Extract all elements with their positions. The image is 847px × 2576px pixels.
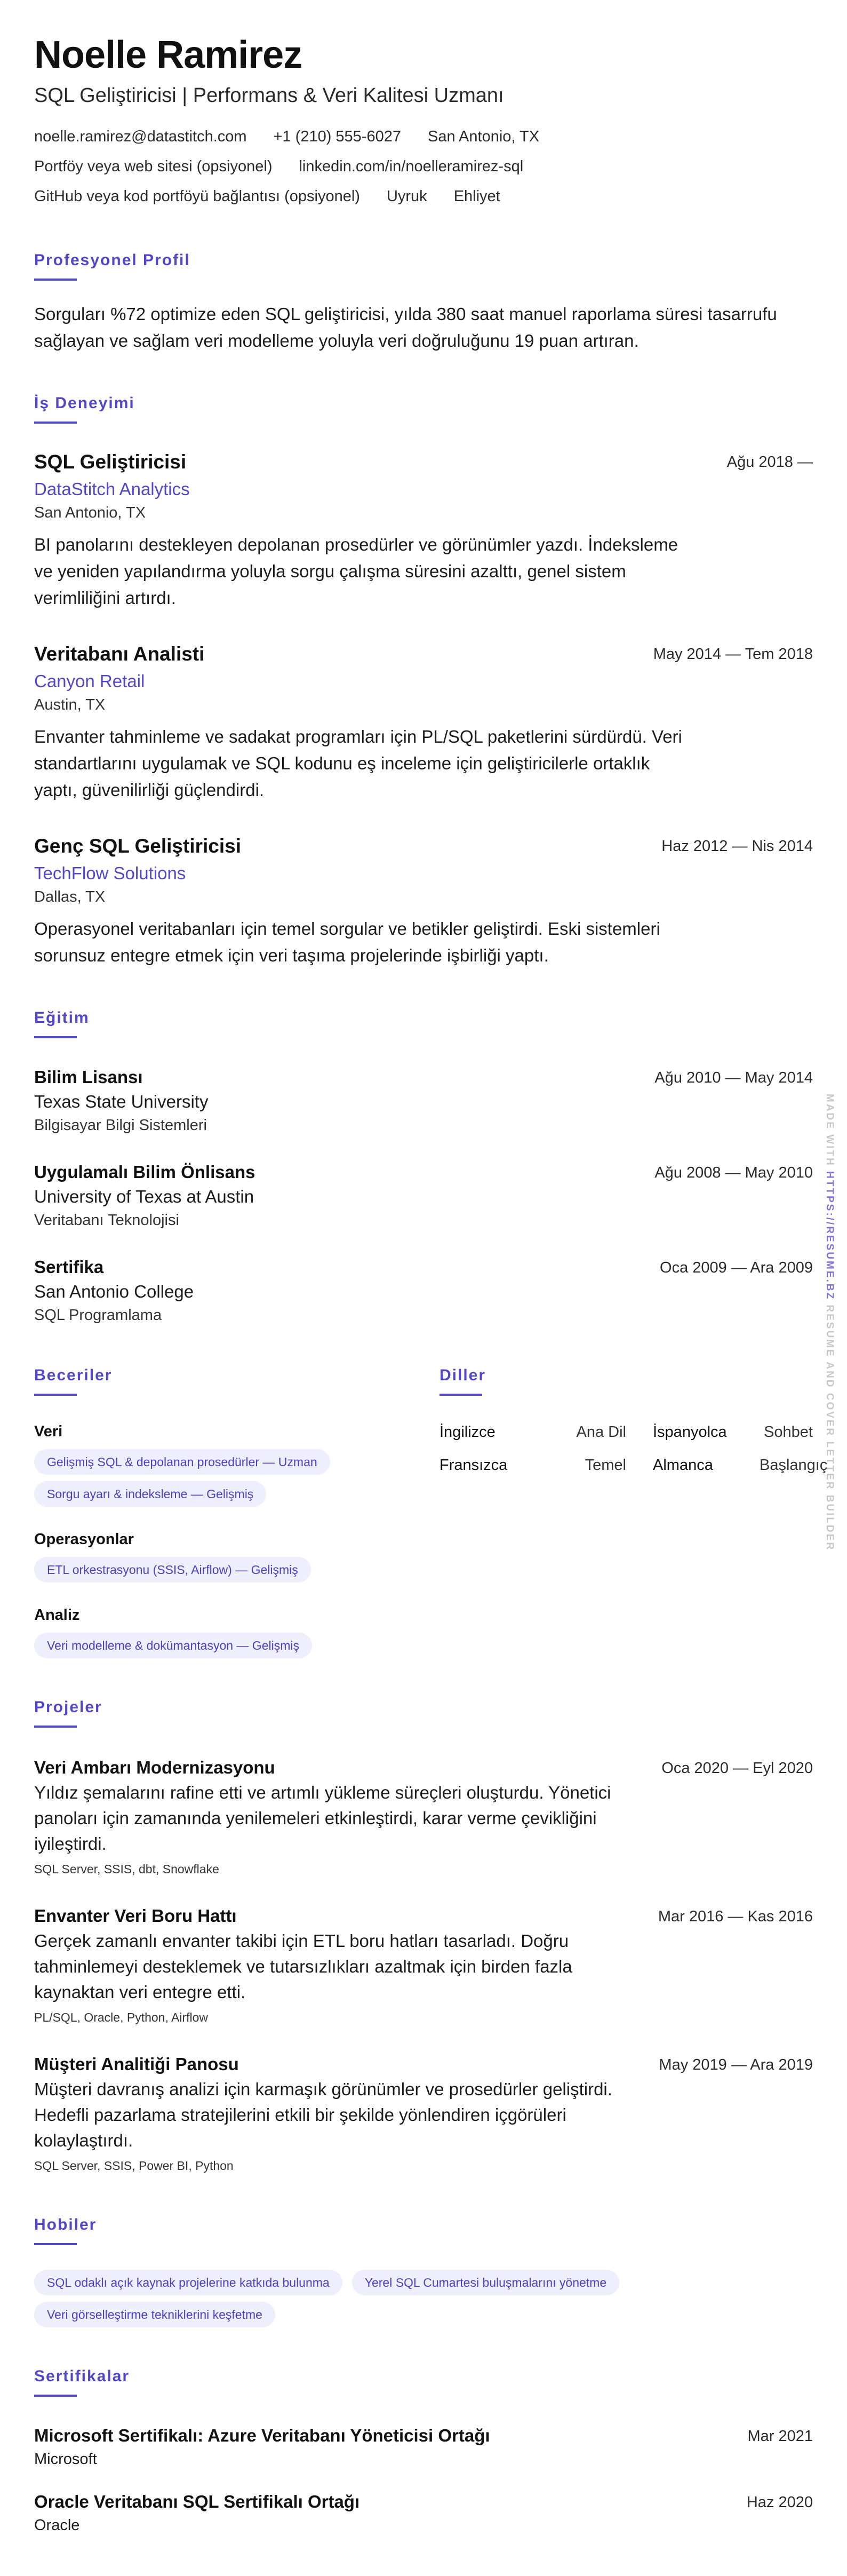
skill-group-title: Analiz bbox=[34, 1607, 80, 1624]
language-name: İngilizce bbox=[440, 1424, 496, 1441]
certification-entry bbox=[34, 2423, 813, 2470]
contact-row bbox=[34, 152, 813, 181]
linkedin-link[interactable]: linkedin.com/in/noelleramirez-sql bbox=[299, 158, 524, 175]
project-entry bbox=[34, 1755, 813, 1879]
contact-block bbox=[34, 122, 813, 211]
skill-tags bbox=[34, 1551, 440, 1583]
profile-summary: Sorguları %72 optimize eden SQL geliştiricisi, yılda 380 saat manuel raporlama süresi tasarrufu sağlayan ve sağlam veri modelleme yoluyla veri doğruluğunu 19 puan artıran. bbox=[34, 304, 777, 351]
certification-name: Microsoft Sertifikalı: Azure Veritabanı Yöneticisi Ortağı bbox=[34, 2426, 490, 2445]
skills-languages-row bbox=[34, 1326, 828, 1658]
project-name: Müşteri Analitiği Panosu bbox=[34, 2054, 239, 2074]
project-date: Oca 2020 — Eyl 2020 bbox=[661, 1760, 813, 1777]
section-divider bbox=[34, 1726, 77, 1728]
education-date: Oca 2009 — Ara 2009 bbox=[660, 1259, 813, 1276]
job-date: Ağu 2018 — bbox=[726, 454, 813, 471]
field-of-study: Bilgisayar Bilgi Sistemleri bbox=[34, 1117, 207, 1134]
skill-tag: ETL orkestrasyonu (SSIS, Airflow) — Gelişmiş bbox=[34, 1557, 311, 1583]
section-divider bbox=[34, 2395, 77, 2397]
education-entry bbox=[34, 1065, 813, 1136]
company-name: DataStitch Analytics bbox=[34, 479, 190, 499]
section-title-experience: İş Deneyimi bbox=[34, 394, 135, 412]
company-name: Canyon Retail bbox=[34, 671, 145, 691]
experience-entry bbox=[34, 449, 813, 611]
language-level: Sohbet bbox=[764, 1424, 813, 1441]
project-entry bbox=[34, 1904, 813, 2028]
job-description: Envanter tahminleme ve sadakat programları için PL/SQL paketlerini sürdürdü. Veri standartlarını uygulamak ve SQL kodunu eş inceleme için geliştiricilerle ortaklık yaptı, güvenilirliği güçlendirdi. bbox=[34, 727, 682, 800]
nationality-text: Uyruk bbox=[386, 188, 427, 205]
section-title-languages: Diller bbox=[440, 1366, 486, 1384]
job-description: BI panolarını destekleyen depolanan prosedürler ve görünümler yazdı. İndeksleme ve yeniden yapılandırma yoluyla sorgu çalışma süresini azalttı, genel sistem verimliliğini artırdı. bbox=[34, 535, 678, 608]
skill-tag: Sorgu ayarı & indeksleme — Gelişmiş bbox=[34, 1481, 266, 1507]
job-date: Haz 2012 — Nis 2014 bbox=[661, 838, 813, 855]
language-level: Temel bbox=[585, 1457, 626, 1474]
section-divider bbox=[34, 1394, 77, 1396]
project-tech: SQL Server, SSIS, Power BI, Python bbox=[34, 2159, 234, 2173]
section-divider bbox=[34, 1036, 77, 1038]
hobby-tag: Veri görselleştirme tekniklerini keşfetme bbox=[34, 2302, 275, 2327]
degree-name: Sertifika bbox=[34, 1257, 104, 1277]
education-date: Ağu 2008 — May 2010 bbox=[654, 1164, 813, 1181]
job-title: Genç SQL Geliştiricisi bbox=[34, 835, 241, 857]
languages-grid bbox=[440, 1420, 828, 1477]
section-divider bbox=[34, 422, 77, 424]
hobby-tag: SQL odaklı açık kaynak projelerine katkıda bulunma bbox=[34, 2270, 342, 2295]
job-date: May 2014 — Tem 2018 bbox=[653, 646, 813, 663]
watermark-prefix: MADE WITH bbox=[824, 1094, 835, 1167]
section-title-projects: Projeler bbox=[34, 1698, 102, 1716]
language-name: Fransızca bbox=[440, 1457, 508, 1474]
language-level: Ana Dil bbox=[576, 1424, 626, 1441]
project-entry bbox=[34, 2052, 813, 2176]
skill-group-title: Veri bbox=[34, 1423, 63, 1440]
certification-issuer: Microsoft bbox=[34, 2451, 97, 2468]
language-name: Almanca bbox=[653, 1457, 713, 1474]
education-entry bbox=[34, 1160, 813, 1231]
section-title-skills: Beceriler bbox=[34, 1366, 113, 1384]
language-name: İspanyolca bbox=[653, 1424, 727, 1441]
section-divider bbox=[34, 279, 77, 281]
skill-tags bbox=[34, 1626, 440, 1658]
experience-entry bbox=[34, 641, 813, 804]
section-title-profile: Profesyonel Profil bbox=[34, 251, 190, 269]
section-title-education: Eğitim bbox=[34, 1009, 90, 1027]
resume-page bbox=[34, 32, 828, 2537]
watermark-suffix: RESUME AND COVER LETTER BUILDER bbox=[824, 1305, 835, 1552]
project-description: Gerçek zamanlı envanter takibi için ETL boru hatları tasarladı. Doğru tahminlemeyi desteklemek ve tutarsızlıkları azaltmak için birden fazla kaynaktan veri entegre etti. bbox=[34, 1931, 572, 2002]
certification-issuer: Oracle bbox=[34, 2517, 80, 2534]
company-name: TechFlow Solutions bbox=[34, 863, 186, 883]
candidate-subtitle: SQL Geliştiricisi | Performans & Veri Kalitesi Uzmanı bbox=[34, 84, 504, 107]
skill-group-title: Operasyonlar bbox=[34, 1531, 134, 1548]
job-location: Austin, TX bbox=[34, 696, 106, 713]
portfolio-link[interactable]: Portföy veya web sitesi (opsiyonel) bbox=[34, 158, 273, 175]
project-date: May 2019 — Ara 2019 bbox=[659, 2056, 813, 2073]
contact-row bbox=[34, 122, 813, 152]
skills-column bbox=[34, 1326, 440, 1658]
github-link[interactable]: GitHub veya kod portföyü bağlantısı (opsiyonel) bbox=[34, 188, 360, 205]
language-level: Başlangıç bbox=[760, 1457, 828, 1474]
hobby-tags bbox=[34, 2263, 728, 2327]
school-name: University of Texas at Austin bbox=[34, 1187, 254, 1206]
contact-row bbox=[34, 181, 813, 211]
phone-text: +1 (210) 555-6027 bbox=[273, 128, 401, 145]
watermark-link[interactable]: HTTPS://RESUME.BZ bbox=[824, 1171, 835, 1301]
project-tech: SQL Server, SSIS, dbt, Snowflake bbox=[34, 1862, 219, 1876]
job-location: San Antonio, TX bbox=[34, 504, 146, 521]
education-date: Ağu 2010 — May 2014 bbox=[654, 1069, 813, 1086]
degree-name: Bilim Lisansı bbox=[34, 1067, 143, 1087]
section-divider bbox=[440, 1394, 482, 1396]
section-divider bbox=[34, 2243, 77, 2245]
field-of-study: Veritabanı Teknolojisi bbox=[34, 1212, 179, 1229]
project-description: Müşteri davranış analizi için karmaşık görünümler ve prosedürler geliştirdi. Hedefli pazarlama stratejilerini etkili bir şekilde yönlendiren içgörüleri kolaylaştırdı. bbox=[34, 2079, 612, 2150]
builder-watermark bbox=[824, 1094, 835, 1551]
school-name: San Antonio College bbox=[34, 1282, 194, 1301]
project-description: Yıldız şemalarını rafine etti ve artımlı yükleme süreçleri oluşturdu. Yönetici panoları için zamanında yenilemeleri etkinleştirdi, karar verme çevikliğini iyileştirdi. bbox=[34, 1783, 611, 1854]
certification-date: Mar 2021 bbox=[747, 2428, 813, 2445]
job-title: Veritabanı Analisti bbox=[34, 643, 205, 665]
hobby-tag: Yerel SQL Cumartesi buluşmalarını yönetme bbox=[352, 2270, 619, 2295]
certification-entry bbox=[34, 2490, 813, 2537]
skill-tag: Gelişmiş SQL & depolanan prosedürler — Uzman bbox=[34, 1449, 330, 1475]
certification-name: Oracle Veritabanı SQL Sertifikalı Ortağı bbox=[34, 2492, 360, 2511]
license-text: Ehliyet bbox=[453, 188, 500, 205]
section-title-hobbies: Hobiler bbox=[34, 2216, 97, 2233]
field-of-study: SQL Programlama bbox=[34, 1307, 162, 1324]
project-name: Envanter Veri Boru Hattı bbox=[34, 1906, 237, 1926]
certification-date: Haz 2020 bbox=[746, 2494, 813, 2511]
degree-name: Uygulamalı Bilim Önlisans bbox=[34, 1162, 255, 1182]
school-name: Texas State University bbox=[34, 1092, 209, 1111]
project-tech: PL/SQL, Oracle, Python, Airflow bbox=[34, 2010, 208, 2024]
job-description: Operasyonel veritabanları için temel sorgular ve betikler geliştirdi. Eski sistemleri sorunsuz entegre etmek için veri taşıma projelerinde işbirliği yaptı. bbox=[34, 919, 660, 965]
project-name: Veri Ambarı Modernizasyonu bbox=[34, 1758, 275, 1777]
location-text: San Antonio, TX bbox=[427, 128, 540, 145]
job-location: Dallas, TX bbox=[34, 888, 106, 905]
section-title-certifications: Sertifikalar bbox=[34, 2367, 130, 2385]
candidate-name: Noelle Ramirez bbox=[34, 34, 302, 76]
job-title: SQL Geliştiricisi bbox=[34, 451, 187, 473]
skill-tag: Veri modelleme & dokümantasyon — Gelişmiş bbox=[34, 1633, 312, 1658]
languages-column bbox=[440, 1326, 828, 1658]
email-link[interactable]: noelle.ramirez@datastitch.com bbox=[34, 128, 247, 145]
project-date: Mar 2016 — Kas 2016 bbox=[658, 1908, 813, 1925]
skill-tags bbox=[34, 1443, 440, 1507]
education-entry bbox=[34, 1255, 813, 1326]
experience-entry bbox=[34, 833, 813, 969]
